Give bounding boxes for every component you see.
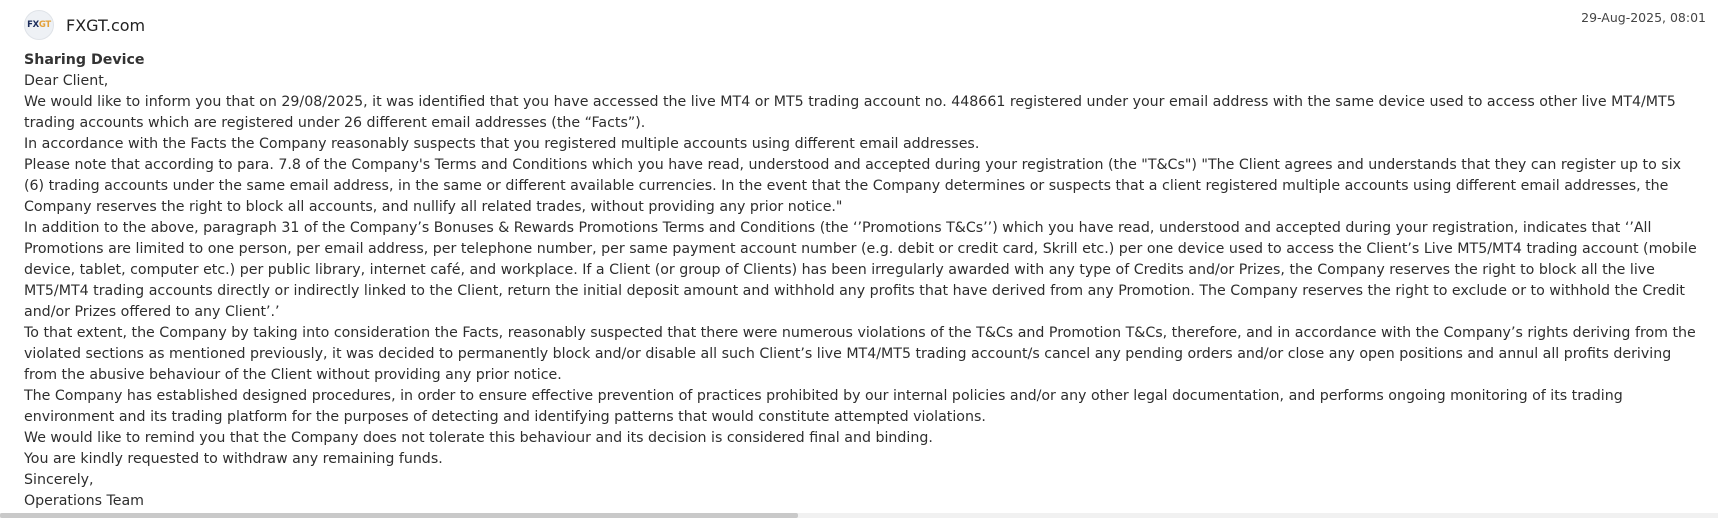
email-subject: Sharing Device — [24, 52, 145, 68]
email-paragraph: In accordance with the Facts the Company reasonably suspects that you registered multiple accounts using different email addresses. — [24, 136, 980, 152]
email-paragraph: To that extent, the Company by taking into consideration the Facts, reasonably suspected that there were numerous violations of the T&Cs and Promotion T&Cs, therefore, and in accordance with the Company’s rights deriving from the violated sections as mentioned previously, it was decided to permanently block and/or disable all such Client’s live MT4/MT5 trading account/s cancel any pending orders and/or close any open positions and annul all profits deriving from the abusive behaviour of the Client without providing any prior notice. — [24, 325, 1696, 383]
horizontal-scrollbar[interactable] — [0, 513, 1718, 518]
email-paragraph: You are kindly requested to withdraw any remaining funds. — [24, 451, 443, 467]
sender-name[interactable]: FXGT.com — [66, 15, 146, 35]
fxgt-logo-icon: FX GT — [24, 10, 54, 40]
email-paragraph: We would like to inform you that on 29/08/2025, it was identified that you have accessed the live MT4 or MT5 trading account no. 448661 registered under your email address with the same device used to access other live MT4/MT5 trading accounts which are registered under 26 different email addresses (the “Facts”). — [24, 94, 1676, 131]
email-paragraph: We would like to remind you that the Company does not tolerate this behaviour and its decision is considered final and binding. — [24, 430, 933, 446]
email-greeting: Dear Client, — [24, 73, 109, 89]
email-header — [24, 10, 145, 40]
email-paragraph: In addition to the above, paragraph 31 of the Company’s Bonuses & Rewards Promotions Terms and Conditions (the ‘’Promotions T&Cs’’) which you have read, understood and accepted during your registration, indicates that ‘’All Promotions are limited to one person, per email address, per telephone number, per same payment account number (e.g. debit or credit card, Skrill etc.) per one device used to access the Client’s Live MT5/MT4 trading account (mobile device, tablet, computer etc.) per public library, internet café, and workplace. If a Client (or group of Clients) has been irregularly awarded with any type of Credits and/or Prizes, the Company reserves the right to block all the live MT5/MT4 trading accounts directly or indirectly linked to the Client, return the initial deposit amount and withhold any profits that have derived from any Promotion. The Company reserves the right to exclude or to withhold the Credit and/or Prizes offered to any Client’.’ — [24, 220, 1697, 320]
email-timestamp: 29-Aug-2025, 08:01 — [1581, 10, 1706, 25]
scrollbar-thumb[interactable] — [0, 513, 798, 518]
email-signature: Operations Team — [24, 493, 145, 509]
email-paragraph: Please note that according to para. 7.8 of the Company's Terms and Conditions which you have read, understood and accepted during your registration (the "T&Cs") "The Client agrees and understands that they can register up to six (6) trading accounts under the same email address, in the same or different available currencies. In the event that the Company determines or suspects that a client registered multiple accounts using different email addresses, the Company reserves the right to block all accounts, and nullify all related trades, without providing any prior notice." — [24, 157, 1682, 215]
email-body — [24, 50, 1700, 512]
email-closing: Sincerely, — [24, 472, 94, 488]
email-paragraph: The Company has established designed procedures, in order to ensure effective prevention of practices prohibited by our internal policies and/or any other legal documentation, and performs ongoing monitoring of its trading environment and its trading platform for the purposes of detecting and identifying patterns that would constitute attempted violations. — [24, 388, 1623, 425]
